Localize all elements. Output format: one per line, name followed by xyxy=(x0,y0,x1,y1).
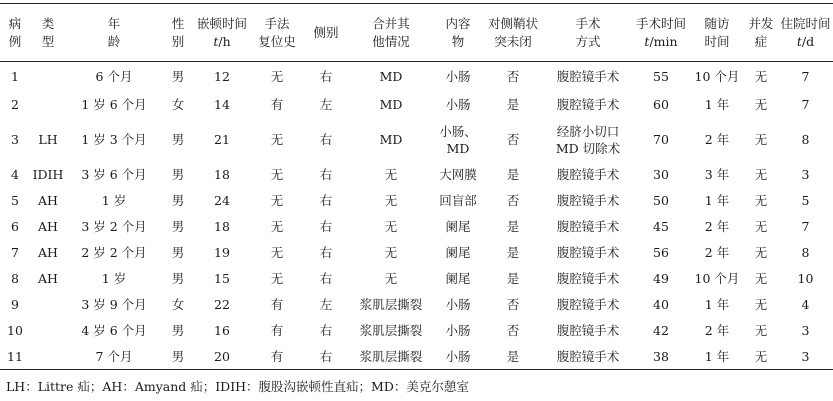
table-cell: 7 xyxy=(801,69,810,85)
table-cell: 无 xyxy=(754,193,768,208)
table-cell: 腹腔镜手术 xyxy=(556,348,620,364)
table-cell: 3 岁 2 个月 xyxy=(81,219,147,234)
table-cell: 1 年 xyxy=(704,193,730,208)
table-cell: 男 xyxy=(171,132,185,147)
table-cell: 2 年 xyxy=(704,219,730,234)
table-row xyxy=(0,240,833,266)
table-cell: 大网膜 xyxy=(439,167,477,182)
table-cell: 小肠 xyxy=(445,323,471,338)
table-cell: 是 xyxy=(506,167,520,182)
table-cell: 无 xyxy=(754,132,768,147)
column-header-line: 症 xyxy=(754,33,768,49)
column-header xyxy=(0,4,30,62)
column-header-line: 年 xyxy=(107,15,121,31)
table-cell: 右 xyxy=(319,132,333,147)
table-cell: 无 xyxy=(270,245,284,260)
table-cell: 2 岁 2 个月 xyxy=(81,245,147,260)
table-cell: 否 xyxy=(506,297,520,312)
column-header-line: 龄 xyxy=(107,33,121,49)
table-cell xyxy=(30,292,66,318)
table-cell: 右 xyxy=(319,219,333,234)
table-row xyxy=(0,344,833,370)
table-cell: 12 xyxy=(214,69,230,85)
table-cell: 男 xyxy=(171,323,185,338)
table-cell: 3 岁 9 个月 xyxy=(81,297,147,312)
table-cell: 是 xyxy=(506,219,520,234)
column-header-line: 手术 xyxy=(575,15,601,31)
column-header xyxy=(434,4,482,62)
column-header xyxy=(690,4,744,62)
table-cell: 腹腔镜手术 xyxy=(556,219,620,234)
table-cell: 8 xyxy=(801,132,810,147)
column-header-line: 物 xyxy=(451,33,465,49)
table-cell: 70 xyxy=(653,132,669,147)
table-cell: 男 xyxy=(171,271,185,286)
table-cell: 30 xyxy=(653,167,669,182)
table-cell: 女 xyxy=(171,97,185,112)
table-cell: 无 xyxy=(754,271,768,286)
table-row xyxy=(0,118,833,162)
table-cell: 腹腔镜手术 xyxy=(556,323,620,338)
column-header-line: 突未闭 xyxy=(494,33,532,49)
column-header xyxy=(482,4,544,62)
table-cell: 无 xyxy=(754,323,768,338)
table-cell: 无 xyxy=(270,167,284,182)
column-header xyxy=(778,4,833,62)
column-header-line: 侧别 xyxy=(313,24,339,40)
table-cell: 3 岁 6 个月 xyxy=(81,167,147,182)
table-cell: 男 xyxy=(171,69,185,85)
table-cell: 42 xyxy=(653,323,669,338)
table-cell: 1 年 xyxy=(704,348,730,364)
column-header-line: t/min xyxy=(644,33,678,49)
column-header-line: 型 xyxy=(41,33,55,49)
table-cell: 3 年 xyxy=(704,167,730,182)
column-header-line: 住院时间 xyxy=(780,15,831,31)
case-table xyxy=(0,3,833,370)
table-cell: 1 年 xyxy=(704,97,730,112)
table-cell: 50 xyxy=(653,193,669,208)
column-header xyxy=(66,4,162,62)
table-cell xyxy=(30,92,66,118)
table-cell: 阑尾 xyxy=(445,219,471,234)
table-cell: 45 xyxy=(653,219,669,234)
column-header xyxy=(744,4,778,62)
table-cell: 16 xyxy=(214,323,230,338)
table-cell: 10 xyxy=(7,323,23,338)
table-cell: 女 xyxy=(171,297,185,312)
table-cell: 49 xyxy=(653,271,669,286)
table-cell: 无 xyxy=(384,219,398,234)
column-header-line: 他情况 xyxy=(372,33,410,49)
table-cell: 腹腔镜手术 xyxy=(556,271,620,286)
table-cell xyxy=(30,344,66,370)
table-footnote: LH：Littre 疝；AH：Amyand 疝；IDIH：腹股沟嵌顿性直疝；MD：美克尔憩室 xyxy=(6,379,469,394)
table-cell: 无 xyxy=(754,245,768,260)
table-cell: 无 xyxy=(270,193,284,208)
table-cell: 6 xyxy=(11,219,19,234)
table-cell: 浆肌层撕裂 xyxy=(359,297,423,312)
table-cell: 无 xyxy=(384,271,398,286)
table-cell: LH xyxy=(38,132,58,147)
table-row xyxy=(0,214,833,240)
table-cell: 无 xyxy=(384,193,398,208)
table-row xyxy=(0,162,833,188)
table-cell: 小肠 xyxy=(445,97,471,112)
table-cell: 阑尾 xyxy=(445,271,471,286)
table-cell: 右 xyxy=(319,348,333,364)
table-cell: 10 个月 xyxy=(694,271,740,286)
table-cell: 10 个月 xyxy=(694,69,740,85)
table-cell: 18 xyxy=(214,219,230,234)
table-cell: 右 xyxy=(319,323,333,338)
column-header-line: 方式 xyxy=(575,33,601,49)
table-cell: 无 xyxy=(270,69,284,85)
column-header xyxy=(250,4,304,62)
table-cell: 左 xyxy=(319,97,333,112)
column-header-line: 对侧鞘状 xyxy=(487,15,538,31)
table-cell: 无 xyxy=(754,97,768,112)
table-cell: 右 xyxy=(319,167,333,182)
table-row xyxy=(0,292,833,318)
table-cell: 1 年 xyxy=(704,297,730,312)
table-cell: 无 xyxy=(384,245,398,260)
table-row xyxy=(0,266,833,292)
table-cell: 2 年 xyxy=(704,323,730,338)
table-cell: AH xyxy=(38,271,58,286)
table-cell: 7 个月 xyxy=(95,348,133,364)
table-cell: MD xyxy=(379,97,403,112)
table-cell: 腹腔镜手术 xyxy=(556,69,620,85)
column-header-line: 别 xyxy=(171,33,185,49)
table-cell: 男 xyxy=(171,193,185,208)
column-header-line: 时间 xyxy=(704,33,730,49)
table-cell: 无 xyxy=(754,348,768,364)
table-cell: 7 xyxy=(801,219,810,234)
table-cell: 4 xyxy=(801,297,810,312)
table-cell: 56 xyxy=(653,245,669,260)
column-header xyxy=(304,4,348,62)
table-cell: 有 xyxy=(270,348,284,364)
column-header-line: 性 xyxy=(171,15,185,31)
table-cell: 21 xyxy=(214,132,230,147)
column-header-line: 手术时间 xyxy=(635,15,686,31)
table-cell: 7 xyxy=(801,97,810,112)
table-cell: 否 xyxy=(506,69,520,85)
table-cell: 6 个月 xyxy=(95,69,133,85)
table-cell: 男 xyxy=(171,167,185,182)
table-cell: 1 岁 6 个月 xyxy=(81,97,147,112)
table-cell: 2 xyxy=(11,97,19,112)
column-header-line: t/d xyxy=(796,33,815,49)
table-cell: 60 xyxy=(653,97,669,112)
column-header-line: t/h xyxy=(213,33,231,49)
table-cell: 7 xyxy=(11,245,19,260)
table-cell: 15 xyxy=(214,271,230,286)
table-cell: 腹腔镜手术 xyxy=(556,245,620,260)
table-cell xyxy=(30,318,66,344)
table-cell: 24 xyxy=(214,193,230,208)
table-cell: AH xyxy=(38,193,58,208)
column-header xyxy=(632,4,690,62)
table-cell: 40 xyxy=(653,297,669,312)
table-cell: 无 xyxy=(270,271,284,286)
table-cell: AH xyxy=(38,245,58,260)
column-header-line: 并发 xyxy=(748,15,774,31)
table-cell: 1 xyxy=(11,69,19,85)
column-header-line: 病 xyxy=(8,15,22,31)
table-cell: 4 岁 6 个月 xyxy=(81,323,147,338)
column-header xyxy=(348,4,434,62)
table-cell: 无 xyxy=(270,219,284,234)
table-cell: 10 xyxy=(797,271,814,286)
table-cell: MD xyxy=(379,132,403,147)
table-cell: 2 年 xyxy=(704,132,730,147)
table-cell: 腹腔镜手术 xyxy=(556,167,620,182)
table-cell: 3 xyxy=(11,132,19,147)
table-cell: 右 xyxy=(319,69,333,85)
column-header-line: 合并其 xyxy=(372,15,410,31)
table-cell: 8 xyxy=(801,245,810,260)
table-cell: 否 xyxy=(506,132,520,147)
table-cell: 回盲部 xyxy=(439,193,477,208)
table-cell: MD xyxy=(379,69,403,85)
column-header-line: 类 xyxy=(41,15,55,31)
table-cell: 20 xyxy=(214,348,230,364)
table-cell: 无 xyxy=(754,297,768,312)
table-cell: 腹腔镜手术 xyxy=(556,297,620,312)
table-cell: 否 xyxy=(506,323,520,338)
table-cell: 无 xyxy=(754,69,768,85)
table-cell: 38 xyxy=(653,348,669,364)
column-header-line: 嵌顿时间 xyxy=(196,15,247,31)
table-cell: 有 xyxy=(270,323,284,338)
table-cell: 小肠、 MD xyxy=(439,123,477,156)
table-cell: 22 xyxy=(214,297,230,312)
table-cell: 1 岁 3 个月 xyxy=(81,132,147,147)
column-header-line: 复位史 xyxy=(258,33,296,49)
table-cell: 否 xyxy=(506,193,520,208)
table-cell: AH xyxy=(38,219,58,234)
table-cell: 无 xyxy=(270,132,284,147)
column-header xyxy=(30,4,66,62)
table-cell: 右 xyxy=(319,245,333,260)
table-cell: 无 xyxy=(384,167,398,182)
table-cell: 3 xyxy=(801,167,810,182)
table-cell: 小肠 xyxy=(445,297,471,312)
table-cell: 男 xyxy=(171,348,185,364)
table-cell: 是 xyxy=(506,348,520,364)
column-header xyxy=(544,4,632,62)
table-cell: 右 xyxy=(319,193,333,208)
table-cell: 是 xyxy=(506,97,520,112)
table-cell: 是 xyxy=(506,245,520,260)
table-cell: 小肠 xyxy=(445,348,471,364)
table-cell: 男 xyxy=(171,219,185,234)
table-row xyxy=(0,318,833,344)
table-cell: 小肠 xyxy=(445,69,471,85)
table-cell xyxy=(30,62,66,92)
column-header xyxy=(194,4,250,62)
table-cell: 3 xyxy=(801,348,810,364)
table-cell: 4 xyxy=(11,167,19,182)
column-header-line: 例 xyxy=(8,33,22,49)
table-row xyxy=(0,92,833,118)
table-cell: 有 xyxy=(270,297,284,312)
table-row xyxy=(0,188,833,214)
table-cell: 19 xyxy=(214,245,230,260)
table-cell: 男 xyxy=(171,245,185,260)
table-cell: 2 年 xyxy=(704,245,730,260)
table-cell: 无 xyxy=(754,167,768,182)
table-cell: 是 xyxy=(506,271,520,286)
table-cell: 8 xyxy=(11,271,19,286)
table-body xyxy=(0,62,833,370)
table-cell: 腹腔镜手术 xyxy=(556,193,620,208)
table-cell: 1 岁 xyxy=(101,193,127,208)
column-header-line: 手法 xyxy=(264,15,290,31)
table-cell: 右 xyxy=(319,271,333,286)
table-cell: 浆肌层撕裂 xyxy=(359,323,423,338)
table-cell: 18 xyxy=(214,167,230,182)
table-cell: 腹腔镜手术 xyxy=(556,97,620,112)
table-cell: 无 xyxy=(754,219,768,234)
table-cell: 14 xyxy=(214,97,230,112)
table-cell: 有 xyxy=(270,97,284,112)
table-cell: 11 xyxy=(7,348,23,364)
table-cell: 5 xyxy=(801,193,810,208)
table-cell: 5 xyxy=(11,193,19,208)
table-cell: 9 xyxy=(11,297,19,312)
table-row xyxy=(0,62,833,92)
table-cell: 1 岁 xyxy=(101,271,127,286)
column-header xyxy=(162,4,194,62)
table-cell: IDIH xyxy=(32,167,64,182)
table-cell: 经脐小切口 MD 切除术 xyxy=(555,123,621,156)
column-header-line: 随访 xyxy=(704,15,730,31)
table-cell: 3 xyxy=(801,323,810,338)
header-row xyxy=(0,4,833,62)
table-cell: 阑尾 xyxy=(445,245,471,260)
column-header-line: 内容 xyxy=(445,15,471,31)
table-container xyxy=(0,3,831,370)
table-cell: 左 xyxy=(319,297,333,312)
table-cell: 浆肌层撕裂 xyxy=(359,348,423,364)
table-cell: 55 xyxy=(653,69,669,85)
